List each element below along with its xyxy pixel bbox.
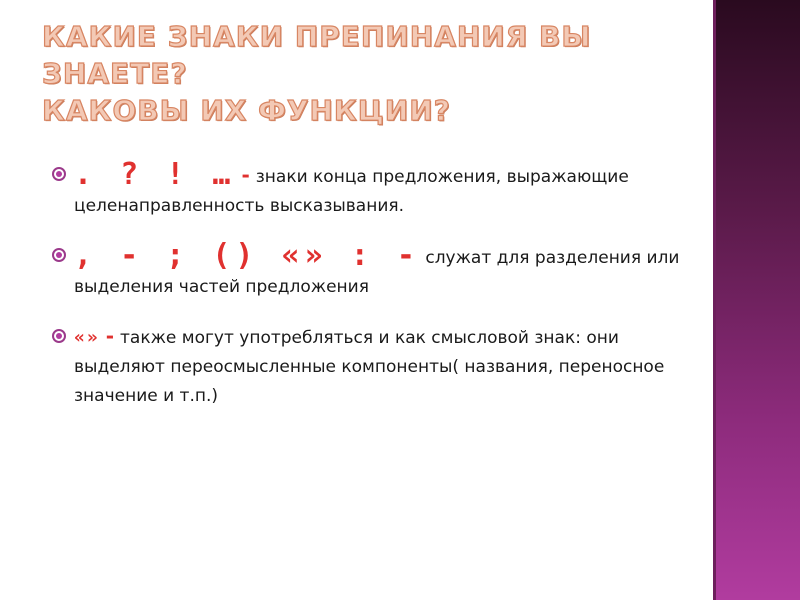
circle-bullet-icon [52,167,66,181]
circle-bullet-icon [52,329,66,343]
title-line-2: ЗНАЕТЕ? [42,57,188,90]
bullet-text: знаки конца предложения, выражающие целенаправленность высказывания. [74,167,629,216]
title-line-3: КАКОВЫ ИХ ФУНКЦИИ? [42,94,451,127]
bullet-text: служат для разделения или выделения частей предложения [74,248,680,297]
punctuation-marks: , - ; () «» : - [74,238,420,273]
dash: - [241,163,250,187]
bullet-item-quotes [50,322,690,411]
slide-title [42,18,642,129]
bullet-item-end-marks [50,157,690,221]
circle-bullet-icon [52,248,66,262]
bullet-list [50,157,690,431]
bullet-item-separating-marks [50,238,690,302]
punctuation-marks: «» [74,327,100,348]
title-line-1: КАКИЕ ЗНАКИ ПРЕПИНАНИЯ ВЫ [42,20,592,53]
bullet-text: также могут употребляться и как смысловой знак: они выделяют переосмысленные компоненты( названия, переносное значение и т.п.) [74,328,665,406]
decorative-side-panel [713,0,800,600]
punctuation-marks: . ? ! … [74,157,236,192]
dash: - [105,324,114,348]
